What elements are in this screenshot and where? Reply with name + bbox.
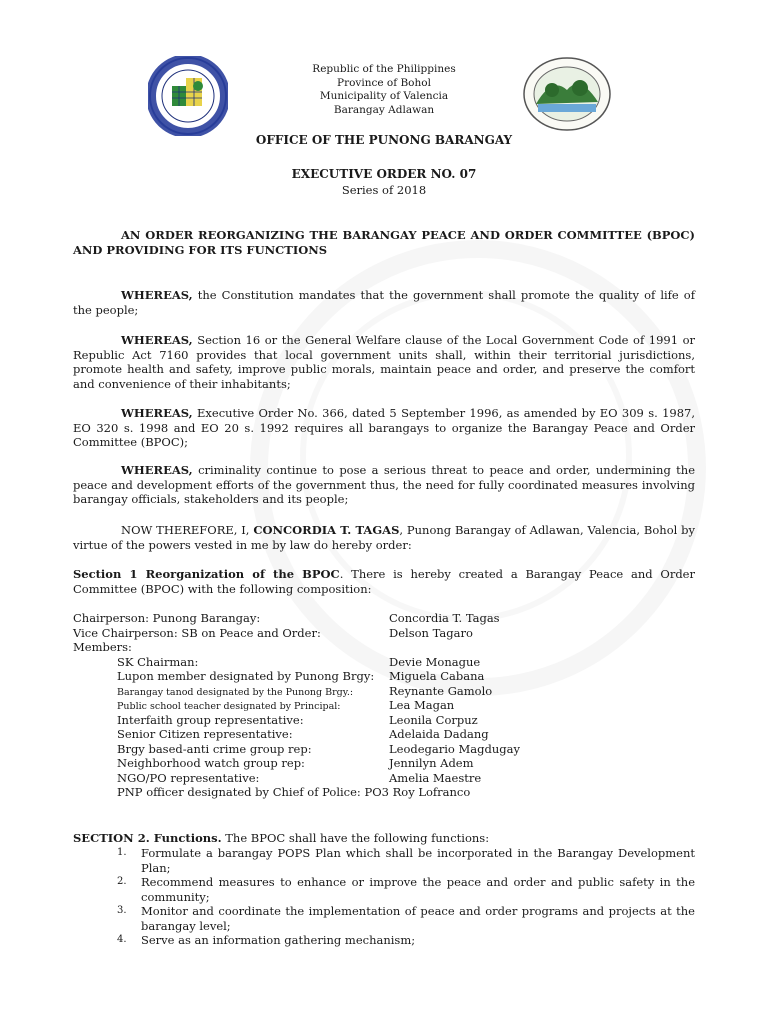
header-municipality: Municipality of Valencia: [319, 90, 449, 102]
whereas-clause-3: WHEREAS, Executive Order No. 366, dated 5 September 1996, as amended by EO 309 s. 1987, EO 320 s. 1998 and EO 20 s. 1992 requires all barangays to organize the Barangay Peace and Order Committee (BPOC);: [73, 406, 695, 449]
function-number: 1.: [117, 847, 127, 858]
function-item: [73, 904, 695, 933]
member-row: [73, 655, 695, 670]
member-name: Miguela Cabana: [389, 669, 485, 683]
function-item: [73, 933, 695, 948]
section-1: Section 1 Reorganization of the BPOC. There is hereby created a Barangay Peace and Order Committee (BPOC) with the following composition:: [73, 567, 695, 596]
member-name: Adelaida Dadang: [389, 727, 489, 741]
office-title: OFFICE OF THE PUNONG BARANGAY: [255, 133, 513, 147]
function-text: Recommend measures to enhance or improve the peace and order and public safety in the community;: [141, 875, 695, 904]
function-number: 3.: [117, 905, 127, 916]
vice-chairperson-row: Vice Chairperson: SB on Peace and Order: Delson Tagaro: [73, 625, 473, 640]
function-number: 2.: [117, 876, 127, 887]
members-label: Members:: [73, 640, 132, 654]
member-row: [73, 727, 695, 742]
member-role: Barangay tanod designated by the Punong Brgy.:: [117, 686, 354, 698]
chairperson-row: Chairperson: Punong Barangay: Concordia T. Tagas: [73, 611, 500, 625]
header-republic: Republic of the Philippines: [312, 63, 456, 75]
member-name: Lea Magan: [389, 698, 455, 712]
member-name: Leonila Corpuz: [389, 712, 478, 727]
header-barangay: Barangay Adlawan: [333, 103, 435, 116]
function-item: [73, 846, 695, 875]
order-series: Series of 2018: [341, 183, 427, 197]
member-name: Amelia Maestre: [389, 770, 482, 785]
whereas-clause-2: WHEREAS, Section 16 or the General Welfare clause of the Local Government Code of 1991 or Republic Act 7160 provides that local government units shall, within their territorial jurisdictions, promote health and safety, improve public morals, maintain peace and order, and preserve the comfort and convenience of their inhabitants;: [73, 333, 695, 391]
member-row: [73, 698, 695, 713]
functions-list: [73, 846, 695, 948]
member-role: Neighborhood watch group rep:: [117, 756, 305, 770]
bpoc-composition: [73, 611, 695, 800]
member-row: [73, 684, 695, 699]
member-name: Jennilyn Adem: [389, 756, 474, 770]
header-province: Province of Bohol: [337, 76, 431, 89]
function-text: Formulate a barangay POPS Plan which shall be incorporated in the Barangay Development Plan;: [141, 846, 695, 875]
member-row: [73, 669, 695, 684]
member-role: NGO/PO representative:: [117, 770, 260, 785]
section-2: SECTION 2. Functions. The BPOC shall have the following functions:: [73, 831, 490, 845]
whereas-clause-4: WHEREAS, criminality continue to pose a serious threat to peace and order, undermining the peace and development efforts of the government thus, the need for fully coordinated measures involving barangay officials, stakeholders and its people;: [73, 463, 695, 506]
function-text: Monitor and coordinate the implementation of peace and order programs and projects at the barangay level;: [141, 904, 695, 933]
whereas-clause-1: WHEREAS, the Constitution mandates that the government shall promote the quality of life of the people;: [73, 288, 695, 317]
member-row: [73, 713, 695, 728]
member-role: Brgy based-anti crime group rep:: [117, 741, 312, 756]
member-role: Interfaith group representative:: [117, 712, 304, 727]
letterhead: [0, 63, 768, 117]
member-row: [73, 742, 695, 757]
member-name: Leodegario Magdugay: [389, 741, 520, 756]
order-title: AN ORDER REORGANIZING THE BARANGAY PEACE AND ORDER COMMITTEE (BPOC) AND PROVIDING FOR ITS FUNCTIONS: [73, 228, 695, 257]
executive-order-number: EXECUTIVE ORDER NO. 07: [291, 167, 477, 181]
member-role: Senior Citizen representative:: [117, 727, 293, 741]
member-role: Public school teacher designated by Principal:: [117, 701, 341, 712]
member-role: SK Chairman:: [117, 654, 199, 669]
function-text: Serve as an information gathering mechanism;: [141, 933, 416, 947]
member-row: [73, 771, 695, 786]
member-name: Reynante Gamolo: [389, 683, 493, 698]
member-row: [73, 756, 695, 771]
members-list: [73, 655, 695, 786]
member-role: Lupon member designated by Punong Brgy:: [117, 669, 375, 683]
function-item: [73, 875, 695, 904]
function-number: 4.: [117, 934, 127, 945]
now-therefore-clause: NOW THEREFORE, I, CONCORDIA T. TAGAS, Punong Barangay of Adlawan, Valencia, Bohol by virtue of the powers vested in me by law do hereby order:: [73, 523, 696, 552]
member-name: Devie Monague: [389, 654, 481, 669]
pnp-officer-row: PNP officer designated by Chief of Police: PO3 Roy Lofranco: [117, 785, 471, 799]
